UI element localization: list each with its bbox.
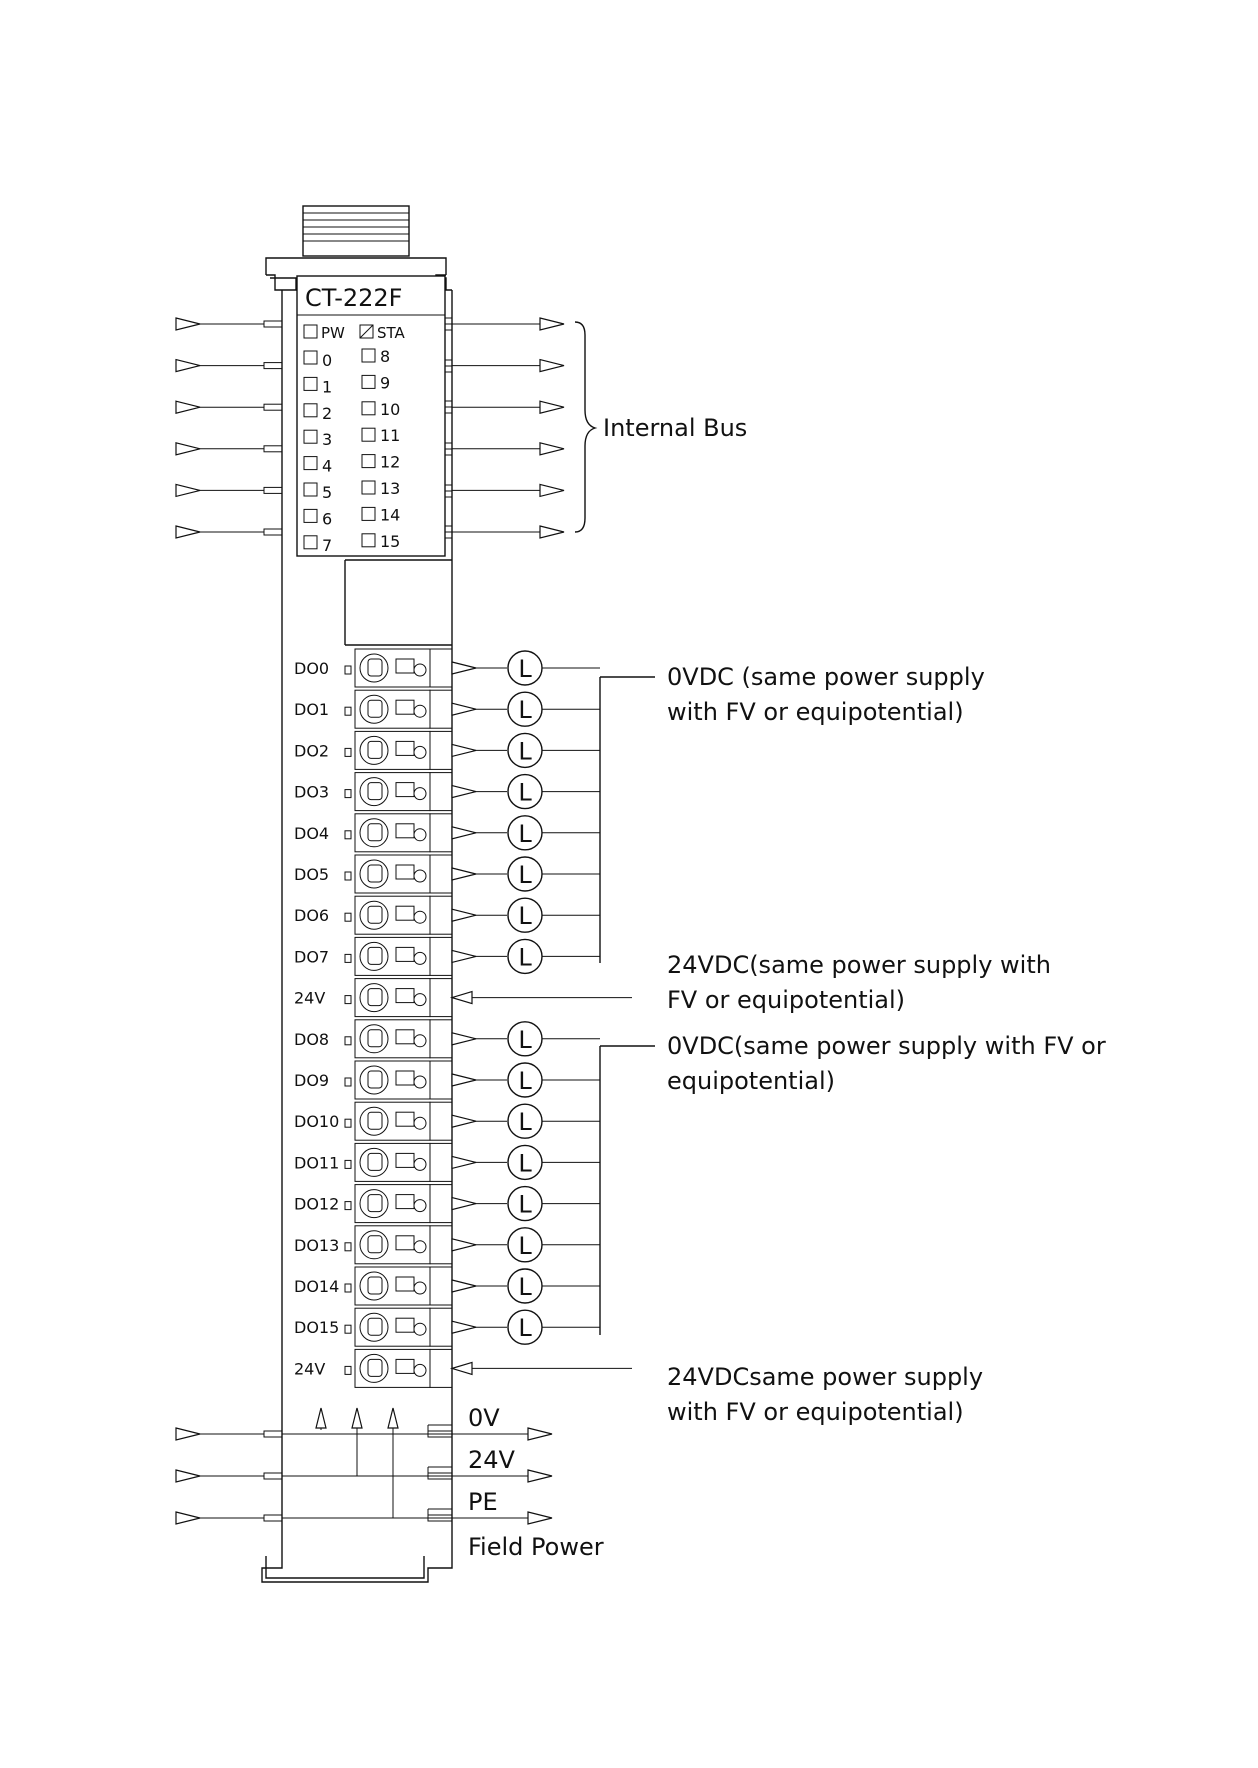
terminal-notch: [345, 1078, 351, 1086]
terminal-label: DO12: [294, 1194, 340, 1214]
led-panel: [297, 276, 445, 556]
terminal-push-button: [360, 984, 388, 1012]
bus-contact-left: [264, 487, 282, 493]
output-arrow: [452, 786, 476, 798]
bus-arrow-right: [540, 318, 564, 330]
terminal-cell: [355, 896, 430, 934]
terminal-push-slot: [368, 659, 382, 676]
led-sta-label: STA: [377, 324, 405, 342]
terminal-contact: [414, 746, 426, 758]
terminal-push-button: [360, 1107, 388, 1135]
output-arrow: [452, 1198, 476, 1210]
bus-arrow-left: [176, 401, 200, 413]
led-number-label: 9: [380, 373, 391, 393]
load-label: L: [518, 1067, 532, 1095]
bus-arrow-right: [540, 526, 564, 538]
terminal-block: [294, 649, 632, 1387]
terminal-label: DO10: [294, 1112, 340, 1132]
group2-0v-label-line1: 0VDC(same power supply with FV or: [667, 1032, 1106, 1060]
load-label: L: [518, 819, 532, 848]
power-24v-label: 24V: [468, 1446, 515, 1474]
terminal-notch: [345, 1366, 351, 1374]
terminal-notch: [345, 954, 351, 962]
bus-contact-left: [264, 446, 282, 452]
terminal-notch: [345, 996, 351, 1004]
terminal-push-slot: [368, 783, 382, 800]
terminal-push-slot: [368, 989, 382, 1006]
terminal-wire-entry: [396, 1030, 414, 1044]
terminal-push-button: [360, 860, 388, 888]
terminal-wire-entry: [396, 1236, 414, 1250]
terminal-contact: [414, 1364, 426, 1376]
terminal-label: DO4: [294, 823, 330, 843]
terminal-contact: [414, 1282, 426, 1294]
terminal-notch: [345, 790, 351, 798]
terminal-notch: [345, 872, 351, 880]
terminal-push-slot: [368, 1359, 382, 1376]
led-number-label: 15: [380, 531, 401, 551]
terminal-push-button: [360, 1313, 388, 1341]
terminal-cell: [355, 1349, 430, 1387]
load-label: L: [518, 861, 532, 889]
bus-arrow-right: [540, 443, 564, 455]
terminal-label: DO6: [294, 906, 330, 926]
terminal-label: DO11: [294, 1153, 340, 1173]
terminal-wire-entry: [396, 865, 414, 879]
terminal-wire-entry: [396, 1112, 414, 1126]
top-connector: [303, 206, 409, 256]
terminal-push-slot: [368, 700, 382, 717]
terminal-label: DO5: [294, 865, 330, 884]
terminal-notch: [345, 1243, 351, 1251]
terminal-cell: [355, 1020, 430, 1058]
terminal-wire-entry: [396, 1359, 414, 1373]
bus-contact-left: [264, 321, 282, 327]
terminal-push-button: [360, 1272, 388, 1300]
led-number-label: 0: [322, 351, 333, 370]
terminal-cell: [355, 773, 430, 811]
led-number-label: 7: [322, 535, 333, 555]
terminal-push-button: [360, 901, 388, 929]
terminal-push-slot: [368, 1030, 382, 1047]
terminal-wire-entry: [396, 1318, 414, 1332]
terminal-push-slot: [368, 1195, 382, 1212]
output-arrow: [452, 1115, 476, 1127]
led-number-label: 10: [380, 399, 401, 419]
group2-24v-label-line1: 24VDCsame power supply: [667, 1363, 984, 1391]
terminal-edge: [430, 937, 452, 975]
load-label: L: [518, 1025, 532, 1054]
terminal-push-button: [360, 942, 388, 970]
terminal-contact: [414, 1241, 426, 1253]
output-arrow: [452, 1074, 476, 1086]
terminal-contact: [414, 829, 426, 841]
terminal-contact: [414, 705, 426, 717]
terminal-edge: [430, 1267, 452, 1305]
power-pe-label: PE: [468, 1488, 498, 1516]
terminal-cell: [355, 731, 430, 769]
terminal-push-button: [360, 1066, 388, 1094]
terminal-contact: [414, 1035, 426, 1047]
bus-contact-left: [264, 529, 282, 535]
terminal-label: 24V: [294, 1359, 326, 1379]
terminal-cell: [355, 855, 430, 893]
terminal-cell: [355, 1226, 430, 1264]
terminal-push-button: [360, 1354, 388, 1382]
terminal-contact: [414, 911, 426, 923]
terminal-notch: [345, 1160, 351, 1168]
output-arrow: [452, 909, 476, 921]
terminal-label: DO9: [294, 1071, 330, 1090]
terminal-push-slot: [368, 1071, 382, 1088]
terminal-cell: [355, 937, 430, 975]
load-label: L: [518, 1231, 532, 1260]
terminal-push-slot: [368, 824, 382, 841]
terminal-edge: [430, 649, 452, 687]
terminal-contact: [414, 788, 426, 800]
terminal-contact: [414, 870, 426, 882]
terminal-notch: [345, 1202, 351, 1210]
bus-arrow-left: [176, 360, 200, 372]
terminal-label: DO3: [294, 782, 330, 802]
terminal-wire-entry: [396, 700, 414, 714]
terminal-contact: [414, 1200, 426, 1212]
terminal-cell: [355, 649, 430, 687]
terminal-push-button: [360, 1190, 388, 1218]
load-label: L: [518, 943, 532, 972]
terminal-label: DO0: [294, 659, 330, 678]
terminal-cell: [355, 814, 430, 852]
terminal-push-slot: [368, 947, 382, 964]
output-arrow: [452, 827, 476, 839]
power-0v-label: 0V: [468, 1404, 500, 1432]
load-label: L: [518, 1273, 532, 1301]
led-number-label: 8: [380, 347, 391, 366]
terminal-contact: [414, 1158, 426, 1170]
load-label: L: [518, 1314, 532, 1343]
terminal-label: 24V: [294, 988, 326, 1008]
terminal-push-slot: [368, 1112, 382, 1129]
terminal-push-button: [360, 1025, 388, 1053]
terminal-wire-entry: [396, 947, 414, 961]
led-number-label: 4: [322, 456, 333, 476]
terminal-cell: [355, 1267, 430, 1305]
group1-0v-label-line2: with FV or equipotential): [667, 698, 964, 726]
terminal-push-button: [360, 1148, 388, 1176]
bus-arrow-right: [540, 360, 564, 372]
load-label: L: [518, 1190, 532, 1219]
terminal-wire-entry: [396, 1195, 414, 1209]
output-arrow: [452, 950, 476, 962]
terminal-contact: [414, 1323, 426, 1335]
field-power-section: [176, 1404, 604, 1561]
terminal-wire-entry: [396, 741, 414, 755]
terminal-wire-entry: [396, 989, 414, 1003]
terminal-cell: [355, 979, 430, 1017]
output-arrow: [452, 1033, 476, 1045]
terminal-push-button: [360, 819, 388, 847]
terminal-edge: [430, 731, 452, 769]
output-arrow: [452, 1156, 476, 1168]
load-common-lines: [600, 677, 655, 1335]
output-arrow: [452, 662, 476, 674]
internal-bus-label: Internal Bus: [603, 414, 748, 442]
terminal-label: DO1: [294, 700, 330, 720]
terminal-edge: [430, 1308, 452, 1346]
bus-arrow-right: [540, 484, 564, 496]
led-number-label: 13: [380, 479, 401, 498]
field-power-label: Field Power: [468, 1533, 604, 1561]
led-number-label: 5: [322, 483, 333, 502]
terminal-label: DO13: [294, 1235, 340, 1255]
terminal-edge: [430, 690, 452, 728]
terminal-push-slot: [368, 741, 382, 758]
terminal-label: DO2: [294, 741, 330, 761]
terminal-wire-entry: [396, 659, 414, 673]
terminal-edge: [430, 1226, 452, 1264]
bus-contact-left: [264, 363, 282, 369]
terminal-edge: [430, 814, 452, 852]
load-label: L: [518, 1149, 532, 1178]
terminal-edge: [430, 1020, 452, 1058]
terminal-push-slot: [368, 1318, 382, 1335]
load-label: L: [518, 1108, 532, 1137]
terminal-push-button: [360, 695, 388, 723]
terminal-push-slot: [368, 1277, 382, 1294]
terminal-push-button: [360, 736, 388, 764]
terminal-label: DO15: [294, 1318, 340, 1338]
supply-arrow: [452, 1362, 472, 1374]
terminal-edge: [430, 1102, 452, 1140]
terminal-wire-entry: [396, 824, 414, 838]
led-number-label: 6: [322, 509, 333, 529]
terminal-edge: [430, 855, 452, 893]
group1-24v-label-line2: FV or equipotential): [667, 986, 906, 1014]
terminal-contact: [414, 994, 426, 1006]
output-arrow: [452, 868, 476, 880]
output-arrow: [452, 1321, 476, 1333]
output-arrow: [452, 744, 476, 756]
terminal-wire-entry: [396, 906, 414, 920]
led-number-label: 2: [322, 403, 333, 423]
model-label: CT-222F: [305, 284, 403, 312]
terminal-notch: [345, 666, 351, 674]
bus-arrow-right: [540, 401, 564, 413]
led-number-label: 3: [322, 430, 333, 450]
terminal-edge: [430, 896, 452, 934]
terminal-wire-entry: [396, 1277, 414, 1291]
terminal-edge: [430, 1143, 452, 1181]
terminal-push-button: [360, 1231, 388, 1259]
terminal-cell: [355, 1143, 430, 1181]
led-number-label: 1: [322, 377, 333, 397]
led-pw-label: PW: [321, 324, 345, 342]
led-number-label: 14: [380, 505, 401, 525]
bus-arrow-left: [176, 443, 200, 455]
bus-arrow-left: [176, 526, 200, 538]
terminal-push-slot: [368, 1153, 382, 1170]
terminal-notch: [345, 1037, 351, 1045]
supply-arrow: [452, 992, 472, 1004]
terminal-notch: [345, 1119, 351, 1127]
terminal-notch: [345, 831, 351, 839]
internal-bus-brace: [575, 322, 595, 532]
terminal-contact: [414, 1117, 426, 1129]
terminal-edge: [430, 979, 452, 1017]
terminal-cell: [355, 1185, 430, 1223]
load-label: L: [518, 696, 532, 725]
terminal-cell: [355, 1061, 430, 1099]
terminal-notch: [345, 1284, 351, 1292]
bus-contact-left: [264, 404, 282, 410]
terminal-push-button: [360, 654, 388, 682]
output-arrow: [452, 1239, 476, 1251]
terminal-push-slot: [368, 865, 382, 882]
terminal-wire-entry: [396, 1071, 414, 1085]
terminal-label: DO14: [294, 1277, 340, 1296]
terminal-edge: [430, 1349, 452, 1387]
terminal-push-slot: [368, 906, 382, 923]
terminal-edge: [430, 1061, 452, 1099]
terminal-wire-entry: [396, 783, 414, 797]
output-arrow: [452, 703, 476, 715]
terminal-push-slot: [368, 1236, 382, 1253]
group2-24v-label-line2: with FV or equipotential): [667, 1398, 964, 1426]
led-number-label: 12: [380, 452, 401, 472]
terminal-notch: [345, 707, 351, 715]
terminal-notch: [345, 748, 351, 756]
led-number-label: 11: [380, 426, 401, 446]
terminal-contact: [414, 1076, 426, 1088]
terminal-cell: [355, 690, 430, 728]
terminal-notch: [345, 1325, 351, 1333]
terminal-notch: [345, 913, 351, 921]
load-label: L: [518, 737, 532, 766]
load-label: L: [518, 902, 532, 931]
terminal-wire-entry: [396, 1153, 414, 1167]
terminal-contact: [414, 664, 426, 676]
group1-0v-label-line1: 0VDC (same power supply: [667, 663, 985, 691]
bus-arrow-left: [176, 484, 200, 496]
terminal-cell: [355, 1102, 430, 1140]
output-arrow: [452, 1280, 476, 1292]
terminal-edge: [430, 1185, 452, 1223]
terminal-edge: [430, 773, 452, 811]
terminal-push-button: [360, 778, 388, 806]
group2-0v-label-line2: equipotential): [667, 1067, 835, 1095]
load-label: L: [518, 655, 532, 683]
terminal-label: DO7: [294, 947, 330, 967]
terminal-cell: [355, 1308, 430, 1346]
terminal-contact: [414, 952, 426, 964]
group1-24v-label-line1: 24VDC(same power supply with: [667, 951, 1051, 979]
load-label: L: [518, 778, 532, 807]
bus-arrow-left: [176, 318, 200, 330]
terminal-label: DO8: [294, 1029, 330, 1049]
